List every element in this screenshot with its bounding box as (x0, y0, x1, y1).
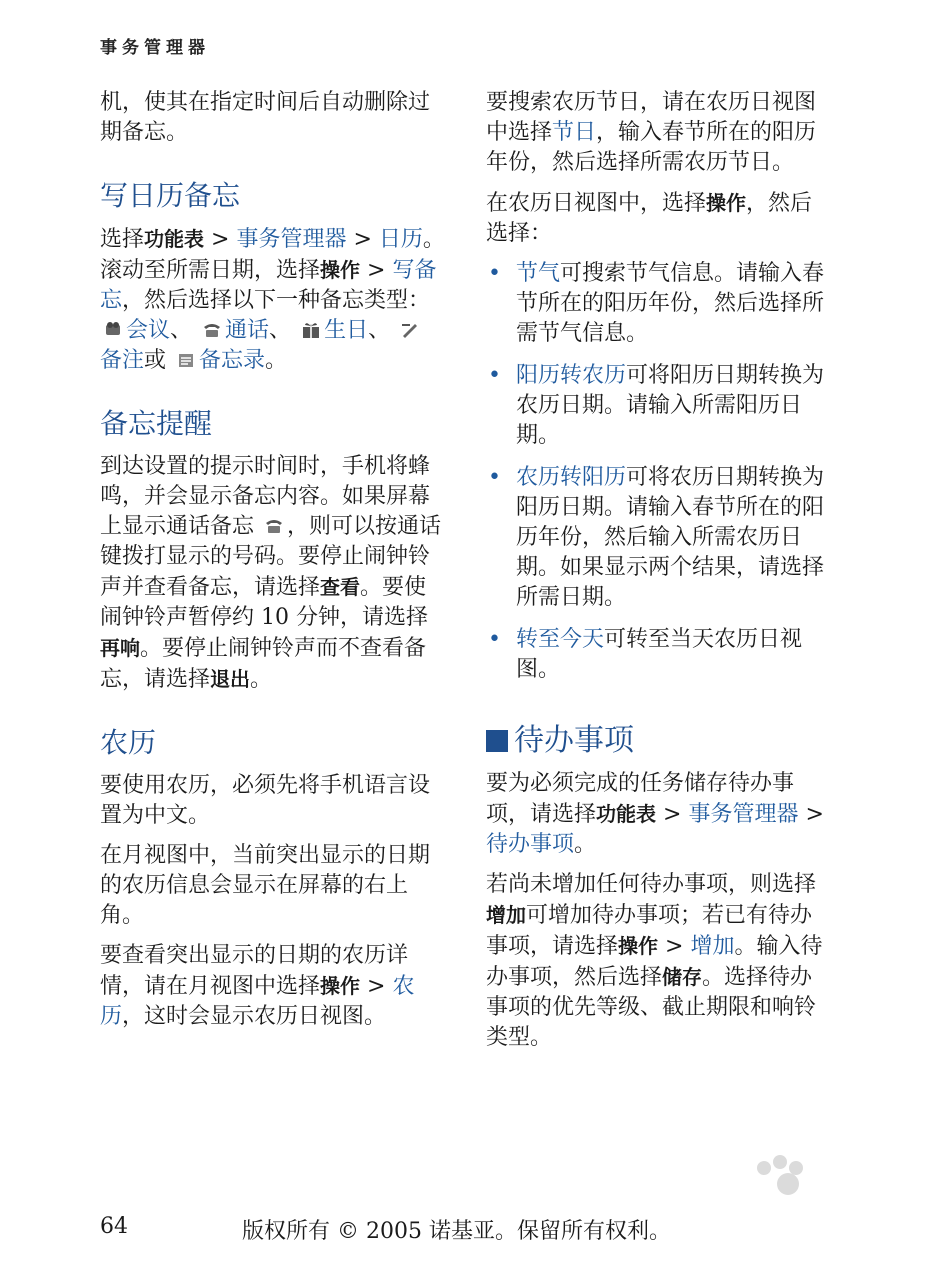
memo-icon (176, 348, 196, 366)
list-item: • 节气可搜索节气信息。请输入春节所在的阳历年份，然后选择所需节气信息。 (488, 261, 825, 346)
list-item: • 阳历转农历可将阳历日期转换为农历日期。请输入所需阳历日期。 (488, 363, 825, 448)
section-title-todo: 待办事项 (486, 723, 831, 759)
list-item: • 农历转阳历可将农历日期转换为阳历日期。请输入春节所在的阳历年份，然后输入所需农历日期。如果显示两个结果，请选择所需日期。 (488, 465, 825, 610)
intro-paragraph: 机，使其在指定时间后自动删除过期备忘。 (100, 90, 431, 145)
phone-icon (264, 514, 284, 532)
copyright-text: 版权所有 © 2005 诺基亚。保留所有权利。 (242, 1219, 671, 1244)
page-number: 64 (100, 1214, 128, 1239)
phone-icon (202, 318, 222, 336)
baidu-watermark-logo (646, 1150, 866, 1254)
list-item: • 转至今天可转至当天农历日视图。 (488, 627, 803, 682)
bullet: • (488, 465, 501, 490)
lunar-options-list (486, 259, 831, 685)
section-title-lunar: 农历 (100, 726, 157, 759)
section-title-calendar-note: 写日历备忘 (100, 179, 241, 212)
right-column (486, 88, 831, 1063)
todo-paragraph-2: 若尚未增加任何待办事项，则选择增加可增加待办事项；若已有待办事项，请选择操作 > 增加。输入待办事项，然后选择储存。选择待办事项的优先等级、截止期限和响铃类型。 (486, 872, 823, 1050)
gift-icon (301, 318, 321, 336)
festival-paragraph: 要搜索农历节日，请在农历日视图中选择节日，输入春节所在的阳历年份，然后选择所需农历节日。 (486, 90, 817, 175)
section-square-icon (486, 730, 508, 752)
meeting-icon (103, 318, 123, 336)
section-title-reminder: 备忘提醒 (100, 407, 213, 440)
calendar-note-paragraph: 选择功能表 > 事务管理器 > 日历。滚动至所需日期，选择操作 > 写备忘，然后选择以下一种备忘类型： 会议、 通话、 生日、 备注或 备忘录。 (100, 227, 445, 373)
running-header: 事务管理器 (100, 38, 210, 58)
bullet: • (488, 261, 501, 286)
todo-paragraph-1: 要为必须完成的任务储存待办事项，请选择功能表 > 事务管理器 > 待办事项。 (486, 771, 824, 857)
bullet: • (488, 363, 501, 388)
lunar-options-paragraph: 在农历日视图中，选择操作，然后选择： (486, 191, 813, 246)
lunar-paragraph-2: 在月视图中，当前突出显示的日期的农历信息会显示在屏幕的右上角。 (100, 843, 431, 928)
lunar-paragraph-1: 要使用农历，必须先将手机语言设置为中文。 (100, 773, 431, 828)
note-pen-icon (400, 318, 420, 336)
reminder-paragraph: 到达设置的提示时间时，手机将蜂鸣，并会显示备忘内容。如果屏幕上显示通话备忘 ，则可以按通话键拨打显示的号码。要停止闹钟铃声并查看备忘，请选择查看。要使闹钟铃声暂停约 10 分钟，请选择再响。要停止闹钟铃声而不查看备忘，请选择退出。 (100, 454, 442, 692)
lunar-paragraph-3: 要查看突出显示的日期的农历详情，请在月视图中选择操作 > 农历，这时会显示农历日视图。 (100, 943, 415, 1029)
left-column (100, 88, 445, 1042)
bullet: • (488, 627, 501, 652)
